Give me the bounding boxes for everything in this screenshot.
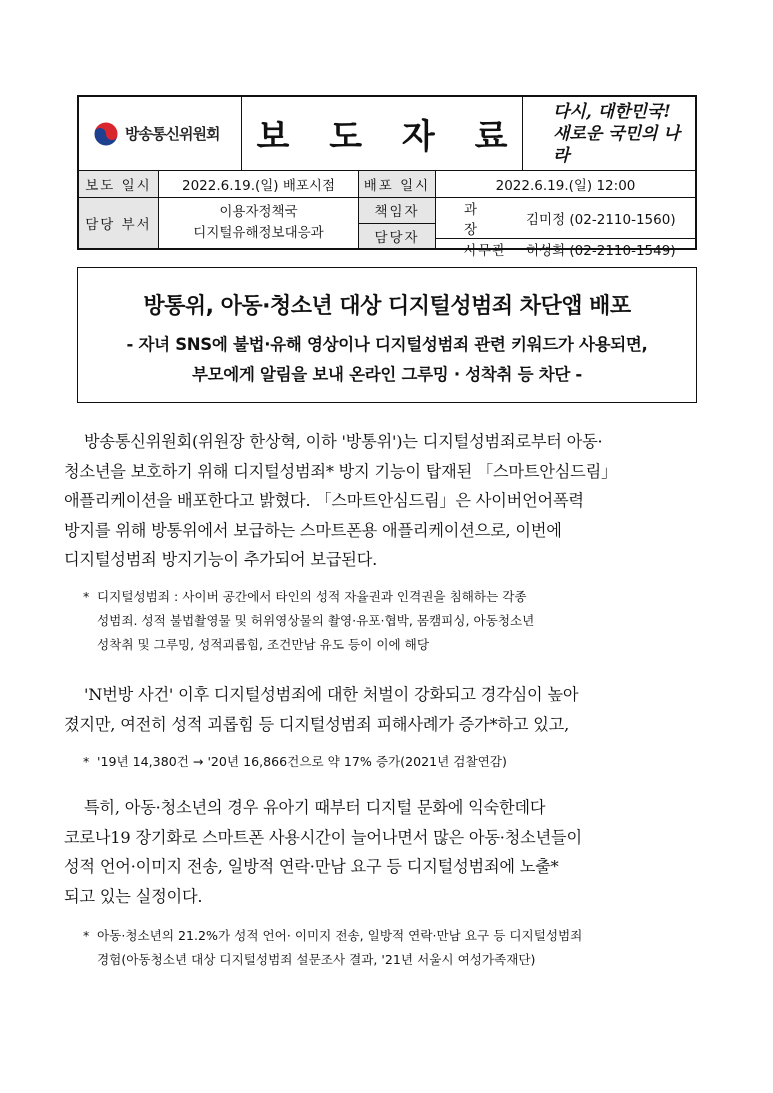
footnote-line: '19년 14,380건 → '20년 16,866건으로 약 17% 증가(2021년 검찰연감) bbox=[97, 754, 507, 769]
paragraph-line: 코로나19 장기화로 스마트폰 사용시간이 늘어나면서 많은 아동·청소년들이 bbox=[64, 827, 582, 847]
paragraph-line: 되고 있는 실정이다. bbox=[64, 886, 203, 906]
paragraph-line: 방지를 위해 방통위에서 보급하는 스마트폰용 애플리케이션으로, 이번에 bbox=[64, 520, 562, 540]
dept-label: 담당 부서 bbox=[79, 198, 159, 248]
headline-box bbox=[77, 267, 697, 403]
footnote-line: 경험(아동청소년 대상 디지털성범죄 설문조사 결과, '21년 서울시 여성가족재단) bbox=[97, 952, 536, 967]
header-top-row bbox=[79, 97, 695, 171]
doc-type-cell bbox=[242, 97, 523, 170]
manager-title: 과 장 bbox=[464, 202, 496, 238]
paragraph-line: 졌지만, 여전히 성적 괴롭힘 등 디지털성범죄 피해사례가 증가*하고 있고, bbox=[64, 714, 570, 734]
staff-title: 사무관 bbox=[464, 243, 507, 259]
release-row bbox=[79, 171, 695, 198]
paragraph-line: 'N번방 사건' 이후 디지털성범죄에 대한 처벌이 강화되고 경각심이 높아 bbox=[84, 685, 579, 704]
slogan-line-2: 새로운 국민의 나라 bbox=[553, 123, 680, 166]
slogan-line-1: 다시, 대한민국! bbox=[553, 101, 671, 122]
footnote-2 bbox=[83, 750, 697, 774]
headline-subtitle bbox=[78, 330, 696, 390]
distribution-label: 배포 일시 bbox=[359, 171, 436, 197]
paragraph-1 bbox=[64, 427, 700, 575]
release-label: 보도 일시 bbox=[79, 171, 159, 197]
footnote-marker: * bbox=[83, 589, 90, 604]
headline-title: 방통위, 아동·청소년 대상 디지털성범죄 차단앱 배포 bbox=[143, 294, 631, 319]
subtitle-line-2: 부모에게 알림을 보내 온라인 그루밍 · 성착취 등 차단 - bbox=[192, 365, 582, 384]
footnote-line: 성착취 및 그루밍, 성적괴롭힘, 조건만남 유도 등이 이에 해당 bbox=[97, 637, 430, 652]
release-value: 2022.6.19.(일) 배포시점 bbox=[159, 171, 359, 197]
paragraph-line: 청소년을 보호하기 위해 디지털성범죄* 방지 기능이 탑재된 「스마트안심드림」 bbox=[64, 461, 618, 481]
footnote-marker: * bbox=[83, 928, 90, 943]
paragraph-line: 디지털성범죄 방지기능이 추가되어 보급된다. bbox=[64, 550, 378, 569]
manager-contact: 김미정 (02-2110-1560) bbox=[526, 212, 676, 228]
press-header-table bbox=[77, 95, 697, 259]
footnote-line: 성범죄. 성적 불법촬영물 및 허위영상물의 촬영·유포·협박, 몸캠피싱, 아동청소년 bbox=[97, 613, 535, 628]
slogan bbox=[523, 97, 695, 170]
paragraph-line: 애플리케이션을 배포한다고 밝혔다. 「스마트안심드림」은 사이버언어폭력 bbox=[64, 491, 584, 510]
distribution-value: 2022.6.19.(일) 12:00 bbox=[495, 178, 636, 194]
footnote-line: 디지털성범죄 : 사이버 공간에서 타인의 성적 자율권과 인격권을 침해하는 각종 bbox=[97, 589, 527, 604]
manager-contact-row bbox=[436, 198, 695, 239]
staff-label: 담당자 bbox=[359, 224, 435, 249]
contact-labels bbox=[359, 198, 436, 248]
paragraph-2 bbox=[64, 680, 700, 739]
department-row bbox=[79, 198, 695, 259]
footnote-1 bbox=[83, 585, 697, 657]
staff-contact-row bbox=[436, 239, 695, 259]
dept-line-2: 디지털유해정보대응과 bbox=[193, 225, 324, 241]
paragraph-line: 성적 언어·이미지 전송, 일방적 연락·만남 요구 등 디지털성범죄에 노출* bbox=[64, 857, 559, 876]
paragraph-line: 특히, 아동·청소년의 경우 유아기 때부터 디지털 문화에 익숙한데다 bbox=[84, 798, 546, 817]
dept-line-1: 이용자정책국 bbox=[219, 204, 298, 220]
manager-label: 책임자 bbox=[359, 198, 435, 224]
contact-values bbox=[436, 198, 695, 259]
paragraph-line: 방송통신위원회(위원장 한상혁, 이하 '방통위')는 디지털성범죄로부터 아동· bbox=[84, 432, 603, 451]
staff-contact: 허성희 (02-2110-1549) bbox=[526, 243, 676, 259]
org-name: 방송통신위원회 bbox=[125, 125, 220, 143]
dept-value bbox=[159, 198, 359, 248]
taegeuk-emblem-icon bbox=[93, 121, 119, 147]
footnote-marker: * bbox=[83, 754, 90, 769]
paragraph-3 bbox=[64, 793, 700, 911]
footnote-line: 아동·청소년의 21.2%가 성적 언어· 이미지 전송, 일방적 연락·만남 요구 등 디지털성범죄 bbox=[97, 928, 583, 943]
footnote-3 bbox=[83, 924, 697, 972]
subtitle-line-1: - 자녀 SNS에 불법·유해 영상이나 디지털성범죄 관련 키워드가 사용되면, bbox=[126, 335, 648, 354]
org-logo bbox=[79, 97, 242, 170]
doc-type-title: 보 도 자 료 bbox=[256, 117, 522, 157]
